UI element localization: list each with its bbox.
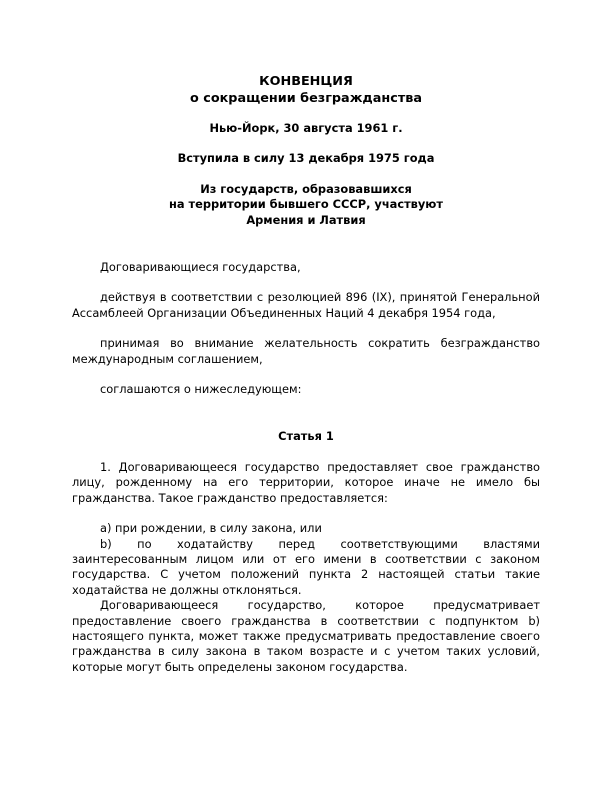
document-title: КОНВЕНЦИЯ (259, 74, 353, 89)
preamble-paragraph: принимая во внимание желательность сократить безгражданство международным соглашением, (72, 336, 540, 366)
article-paragraph: 1. Договаривающееся государство предоставляет свое гражданство лицу, рожденному на его территории, которое иначе не имело бы гражданства. Такое гражданство предоставляется: (72, 459, 540, 505)
document-subtitle: о сокращении безгражданства (190, 91, 422, 106)
preamble-paragraph: Договаривающиеся государства, (100, 260, 301, 275)
participants-line: Из государств, образовавшихся (200, 181, 412, 196)
article-item-a: a) при рождении, в силу закона, или (100, 521, 322, 536)
article-heading: Статья 1 (278, 429, 334, 444)
entry-into-force: Вступила в силу 13 декабря 1975 года (177, 151, 435, 166)
article-item-b: b) по ходатайству перед соответствующими властями заинтересованным лицом или от его имени в соответствии с законом государства. С учетом положений пункта 2 настоящей статьи такие ходатайства не должны отклоняться. (72, 536, 540, 597)
preamble-paragraph: действуя в соответствии с резолюцией 896 (IX), принятой Генеральной Ассамблеей Организации Объединенных Наций 4 декабря 1954 года, (72, 290, 540, 320)
participants-line: на территории бывшего СССР, участвуют (169, 197, 443, 212)
participants-line: Армения и Латвия (246, 212, 366, 227)
participants-note (72, 182, 540, 228)
article-paragraph: Договаривающееся государство, которое предусматривает предоставление своего гражданства в соответствии с подпунктом b) настоящего пункта, может также предусматривать предоставление своего гражданства в силу закона в таком возрасте и с учетом таких условий, которые могут быть определены законом государства. (72, 598, 540, 674)
place-date: Нью-Йорк, 30 августа 1961 г. (209, 121, 403, 135)
preamble-paragraph: соглашаются о нижеследующем: (100, 382, 302, 397)
